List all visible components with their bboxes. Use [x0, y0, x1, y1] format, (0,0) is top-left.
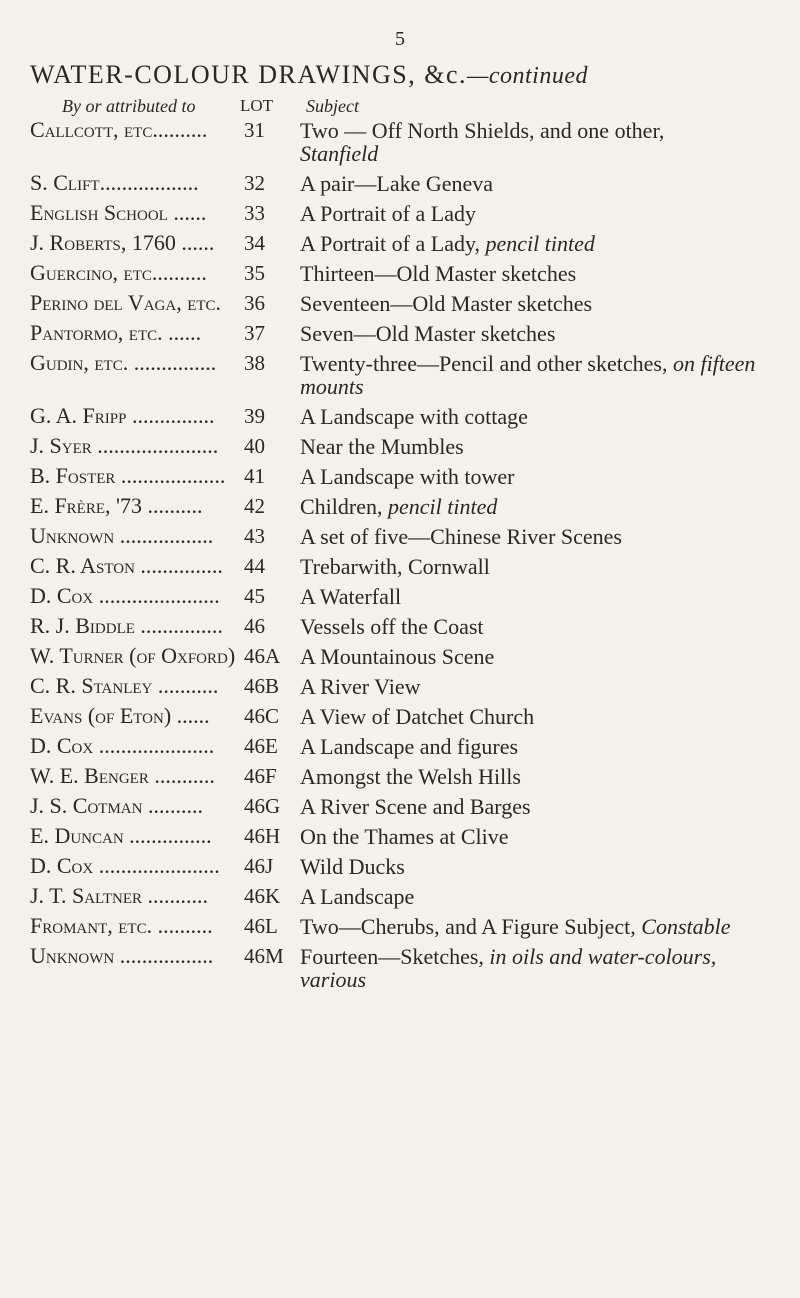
catalogue-entry: [0, 851, 800, 881]
entry-artist: J. Roberts, 1760 ......: [30, 230, 215, 255]
entry-artist: Gudin, etc. ...............: [30, 350, 217, 375]
catalogue-entry: [0, 551, 800, 581]
entry-subject: [300, 641, 780, 671]
entry-subject-text: A Mountainous Scene: [300, 644, 495, 669]
catalogue-entry: [0, 881, 800, 911]
catalogue-entry: [0, 491, 800, 521]
catalogue-entry: [0, 318, 800, 348]
entry-artist: Pantormo, etc. ......: [30, 320, 202, 345]
entry-lot-number: 46A: [244, 644, 281, 668]
entry-subject: [300, 701, 780, 731]
catalogue-entry: [0, 671, 800, 701]
entry-subject: [300, 461, 780, 491]
heading-continued: —continued: [467, 63, 588, 89]
entry-subject-italic: in oils and water-colours, various: [300, 944, 717, 992]
entry-subject: [300, 521, 780, 551]
column-header-lot: LOT: [240, 96, 274, 115]
entry-subject-text: A Portrait of a Lady: [300, 201, 476, 226]
catalogue-entry: [0, 288, 800, 318]
entry-subject-text: A River Scene and Barges: [300, 794, 531, 819]
entry-lot-number: 46B: [244, 674, 280, 698]
entry-subject: [300, 791, 780, 821]
entry-subject: [300, 258, 780, 288]
entry-artist: J. T. Saltner ...........: [30, 883, 208, 908]
page-heading: [30, 60, 780, 90]
entry-lot-number: 40: [244, 434, 265, 458]
entry-lot-number: 33: [244, 201, 265, 225]
entry-subject: [300, 761, 780, 791]
entry-lot-number: 46K: [244, 884, 281, 908]
entry-artist: R. J. Biddle ...............: [30, 613, 223, 638]
entry-lot-number: 35: [244, 261, 265, 285]
page-number: 5: [395, 28, 405, 50]
entry-lot-number: 32: [244, 171, 265, 195]
entry-lot-number: 45: [244, 584, 265, 608]
entry-artist: S. Clift..................: [30, 170, 199, 195]
catalogue-entry: [0, 198, 800, 228]
entry-artist: Perino del Vaga, etc.: [30, 290, 222, 315]
entry-subject: [300, 198, 780, 228]
entry-subject-text: A set of five—Chinese River Scenes: [300, 524, 622, 549]
entry-artist: Unknown .................: [30, 523, 214, 548]
catalogue-entry: [0, 228, 800, 258]
catalogue-entry: [0, 168, 800, 198]
catalogue-entry: [0, 611, 800, 641]
entry-subject-italic: Constable: [641, 914, 731, 939]
entry-subject: [300, 851, 780, 881]
entry-artist: E. Duncan ...............: [30, 823, 212, 848]
entry-lot-number: 37: [244, 321, 265, 345]
heading-main: WATER-COLOUR DRAWINGS, &c.: [30, 60, 467, 89]
catalogue-entry: [0, 791, 800, 821]
entry-artist: C. R. Stanley ...........: [30, 673, 219, 698]
entry-artist: D. Cox .....................: [30, 733, 215, 758]
entry-subject-text: Twenty-three—Pencil and other sketches,: [300, 351, 673, 376]
entry-subject-text: A Landscape with tower: [300, 464, 515, 489]
entry-subject: [300, 911, 780, 941]
catalogue-entry: [0, 821, 800, 851]
entry-subject: [300, 671, 780, 701]
catalogue-entry: [0, 521, 800, 551]
entry-lot-number: 46C: [244, 704, 280, 728]
entry-artist: Guercino, etc..........: [30, 260, 207, 285]
entry-subject-text: Amongst the Welsh Hills: [300, 764, 521, 789]
entry-artist: D. Cox ......................: [30, 853, 220, 878]
entry-artist: E. Frère, '73 ..........: [30, 493, 203, 518]
catalogue-entries: [0, 115, 800, 994]
entry-lot-number: 38: [244, 351, 265, 375]
catalogue-entry: [0, 701, 800, 731]
catalogue-entry: [0, 115, 800, 168]
entry-lot-number: 44: [244, 554, 265, 578]
entry-subject-text: A River View: [300, 674, 421, 699]
entry-artist: Unknown .................: [30, 943, 214, 968]
entry-lot-number: 31: [244, 118, 265, 142]
catalogue-entry: [0, 461, 800, 491]
entry-artist: D. Cox ......................: [30, 583, 220, 608]
entry-lot-number: 46J: [244, 854, 274, 878]
catalogue-entry: [0, 641, 800, 671]
entry-artist: W. Turner (of Oxford): [30, 643, 236, 668]
entry-subject: [300, 115, 780, 168]
entry-artist: B. Foster ...................: [30, 463, 226, 488]
entry-subject-text: Thirteen—Old Master sketches: [300, 261, 577, 286]
entry-artist: English School ......: [30, 200, 207, 225]
entry-subject: [300, 228, 780, 258]
entry-lot-number: 46M: [244, 944, 284, 968]
entry-subject: [300, 318, 780, 348]
entry-subject-text: Seventeen—Old Master sketches: [300, 291, 593, 316]
entry-subject-text: Two — Off North Shields, and one other,: [300, 118, 665, 143]
entry-subject: [300, 821, 780, 851]
entry-subject: [300, 581, 780, 611]
column-header-artist: By or attributed to: [62, 96, 196, 116]
catalogue-entry: [0, 431, 800, 461]
entry-lot-number: 46E: [244, 734, 278, 758]
entry-subject-text: A Landscape: [300, 884, 415, 909]
entry-subject-text: Two—Cherubs, and A Figure Subject,: [300, 914, 642, 939]
entry-subject-italic: pencil tinted: [485, 231, 595, 256]
entry-lot-number: 46G: [244, 794, 281, 818]
entry-lot-number: 46F: [244, 764, 277, 788]
catalogue-entry: [0, 731, 800, 761]
entry-subject-text: A Waterfall: [300, 584, 402, 609]
entry-subject-text: A pair—Lake Geneva: [300, 171, 494, 196]
entry-lot-number: 43: [244, 524, 265, 548]
entry-subject: [300, 401, 780, 431]
entry-lot-number: 41: [244, 464, 265, 488]
entry-subject: [300, 551, 780, 581]
entry-lot-number: 39: [244, 404, 265, 428]
entry-subject: [300, 288, 780, 318]
entry-artist: Callcott, etc..........: [30, 117, 208, 142]
catalogue-entry: [0, 941, 800, 994]
catalogue-entry: [0, 348, 800, 401]
entry-subject: [300, 611, 780, 641]
entry-artist: J. Syer ......................: [30, 433, 219, 458]
entry-subject-text: Fourteen—Sketches,: [300, 944, 490, 969]
entry-subject-text: A View of Datchet Church: [300, 704, 535, 729]
entry-subject-text: Children,: [300, 494, 388, 519]
entry-subject-italic: on fifteen mounts: [300, 351, 756, 399]
entry-lot-number: 46L: [244, 914, 278, 938]
entry-subject-text: A Landscape and figures: [300, 734, 519, 759]
entry-artist: Fromant, etc. ..........: [30, 913, 213, 938]
catalogue-entry: [0, 581, 800, 611]
entry-subject-text: A Landscape with cottage: [300, 404, 528, 429]
entry-subject: [300, 348, 780, 401]
entry-subject: [300, 491, 780, 521]
entry-subject-text: On the Thames at Clive: [300, 824, 509, 849]
entry-subject-italic: pencil tinted: [388, 494, 498, 519]
entry-artist: G. A. Fripp ...............: [30, 403, 215, 428]
entry-subject: [300, 168, 780, 198]
entry-lot-number: 46H: [244, 824, 281, 848]
entry-lot-number: 34: [244, 231, 265, 255]
entry-subject: [300, 731, 780, 761]
catalogue-entry: [0, 258, 800, 288]
column-header-subject: Subject: [306, 96, 359, 116]
entry-artist: W. E. Benger ...........: [30, 763, 215, 788]
entry-artist: C. R. Aston ...............: [30, 553, 223, 578]
entry-subject-text: Near the Mumbles: [300, 434, 464, 459]
entry-subject: [300, 431, 780, 461]
entry-lot-number: 46: [244, 614, 265, 638]
entry-lot-number: 42: [244, 494, 265, 518]
entry-artist: Evans (of Eton) ......: [30, 703, 210, 728]
entry-lot-number: 36: [244, 291, 265, 315]
entry-subject: [300, 881, 780, 911]
entry-subject-text: Vessels off the Coast: [300, 614, 484, 639]
catalogue-entry: [0, 401, 800, 431]
catalogue-entry: [0, 761, 800, 791]
entry-subject: [300, 941, 780, 994]
entry-subject-text: Wild Ducks: [300, 854, 405, 879]
catalogue-entry: [0, 911, 800, 941]
entry-subject-text: Seven—Old Master sketches: [300, 321, 556, 346]
entry-subject-italic: Stanfield: [300, 141, 379, 166]
entry-subject-text: Trebarwith, Cornwall: [300, 554, 490, 579]
entry-artist: J. S. Cotman ..........: [30, 793, 203, 818]
entry-subject-text: A Portrait of a Lady,: [300, 231, 486, 256]
